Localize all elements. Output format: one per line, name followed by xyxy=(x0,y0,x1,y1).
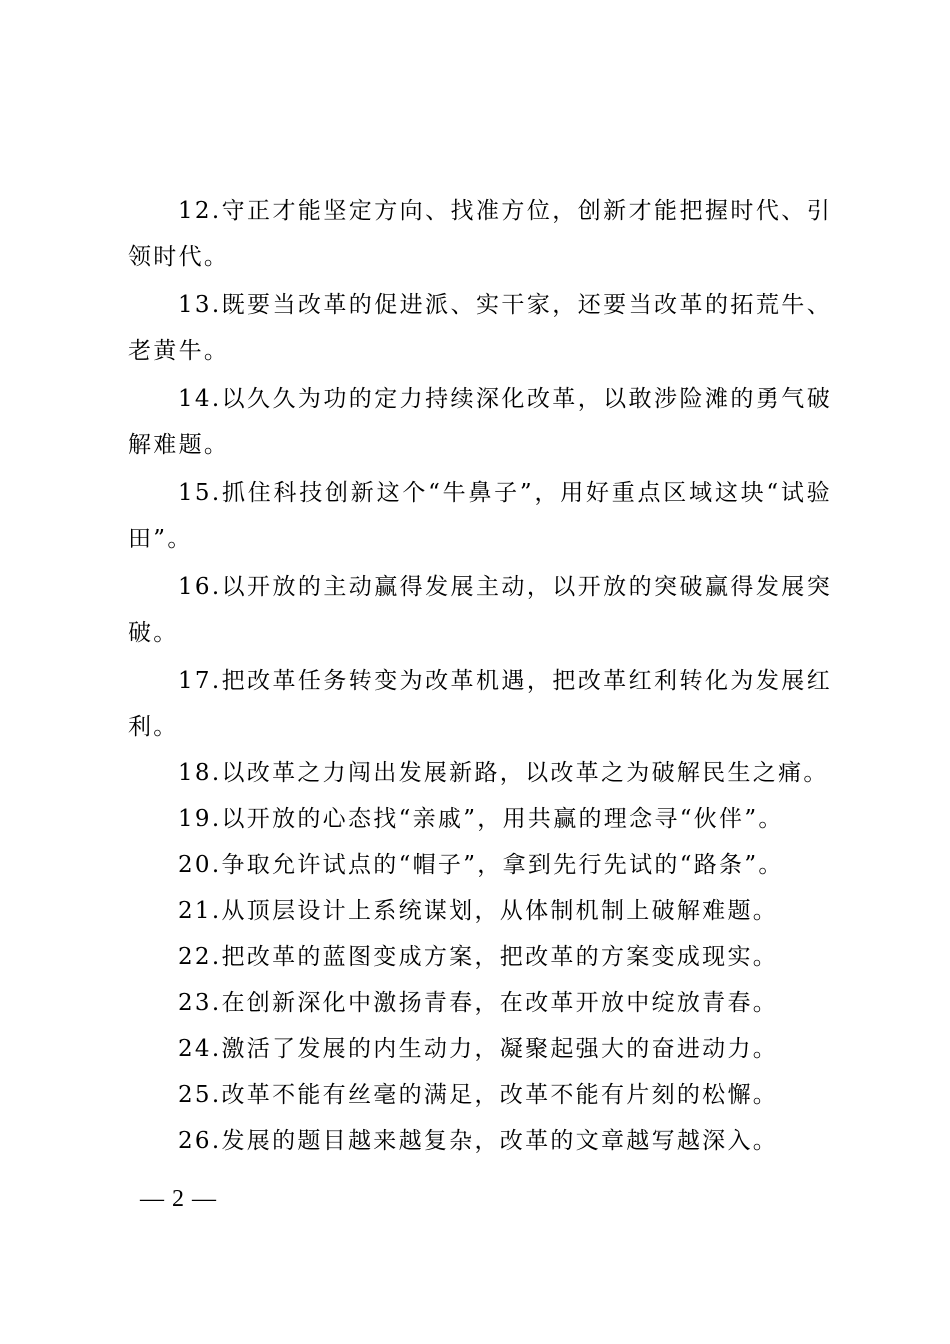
paragraph-19: 19.以开放的心态找“亲戚”，用共赢的理念寻“伙伴”。 xyxy=(178,806,784,832)
paragraph-16: 16.以开放的主动赢得发展主动，以开放的突破赢得发展突破。 xyxy=(128,574,832,646)
paragraph-22: 22.把改革的蓝图变成方案，把改革的方案变成现实。 xyxy=(178,944,779,970)
paragraph-20: 20.争取允许试点的“帽子”，拿到先行先试的“路条”。 xyxy=(178,852,784,878)
paragraph-13: 13.既要当改革的促进派、实干家，还要当改革的拓荒牛、老黄牛。 xyxy=(128,292,832,364)
paragraph-18: 18.以改革之力闯出发展新路，以改革之为破解民生之痛。 xyxy=(178,760,829,786)
paragraph-12: 12.守正才能坚定方向、找准方位，创新才能把握时代、引领时代。 xyxy=(128,198,832,270)
paragraph-14: 14.以久久为功的定力持续深化改革，以敢涉险滩的勇气破解难题。 xyxy=(128,386,832,458)
paragraph-23: 23.在创新深化中激扬青春，在改革开放中绽放青春。 xyxy=(178,990,779,1016)
paragraph-17: 17.把改革任务转变为改革机遇，把改革红利转化为发展红利。 xyxy=(128,668,832,740)
paragraph-24: 24.激活了发展的内生动力，凝聚起强大的奋进动力。 xyxy=(178,1036,779,1062)
paragraph-21: 21.从顶层设计上系统谋划，从体制机制上破解难题。 xyxy=(178,898,779,924)
paragraph-list xyxy=(128,188,832,1166)
page-number: — 2 — xyxy=(140,1186,217,1212)
paragraph-25: 25.改革不能有丝毫的满足，改革不能有片刻的松懈。 xyxy=(178,1082,779,1108)
paragraph-26: 26.发展的题目越来越复杂，改革的文章越写越深入。 xyxy=(178,1128,779,1154)
paragraph-15: 15.抓住科技创新这个“牛鼻子”，用好重点区域这块“试验田”。 xyxy=(128,480,832,552)
